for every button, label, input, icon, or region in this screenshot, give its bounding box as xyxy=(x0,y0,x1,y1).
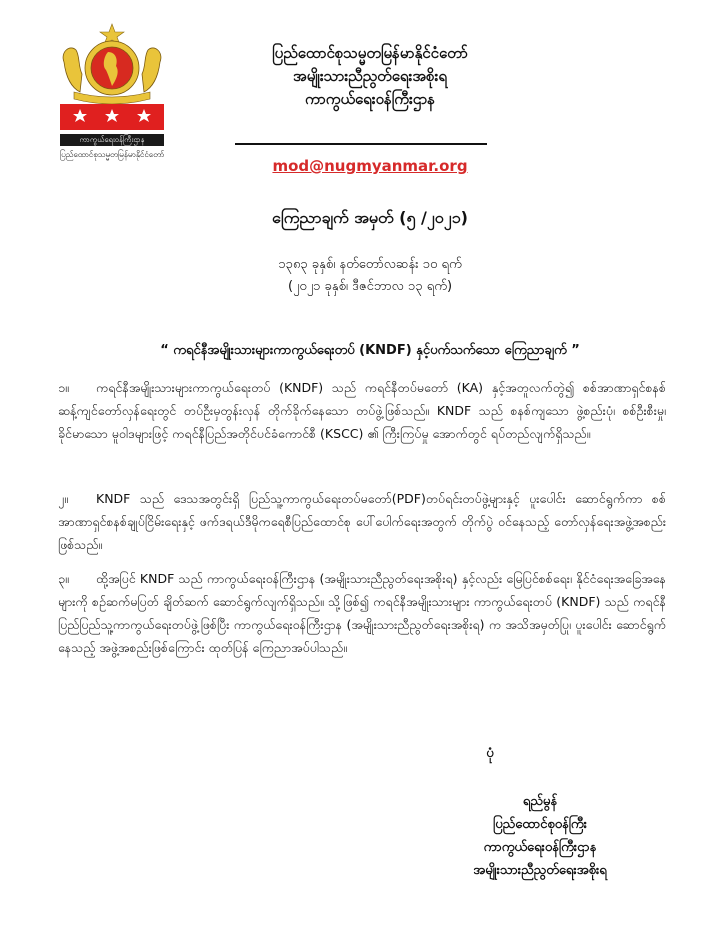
letterhead xyxy=(200,42,540,111)
emblem-black-band: ကာကွယ်ရေးဝန်ကြီးဌာန xyxy=(60,134,164,146)
paragraph-2 xyxy=(58,487,666,556)
signatory-title-3: အမျိုးသားညီညွတ်ရေးအစိုးရ xyxy=(473,863,607,878)
header-line-3: ကာကွယ်ရေးဝန်ကြီးဌာန xyxy=(304,90,436,108)
notice-number: ကြေညာချက် အမှတ် (၅ /၂၀၂၁) xyxy=(272,208,468,227)
paragraph-1 xyxy=(58,376,666,445)
signatory-title-1: ပြည်ထောင်စုဝန်ကြီး xyxy=(493,817,587,832)
header-line-2: အမျိုးသားညီညွတ်ရေးအစိုးရ xyxy=(293,67,447,85)
date-gregorian: (၂၀၂၁ ခုနှစ်၊ ဒီဇင်ဘာလ ၁၃ ရက်) xyxy=(287,279,453,294)
paragraph-number: ၂။ xyxy=(58,491,68,506)
signature-lead: ပုံ xyxy=(486,746,494,761)
emblem-caption: ပြည်ထောင်စုသမ္မတမြန်မာနိုင်ငံတော် xyxy=(59,150,165,159)
paragraph-number: ၁။ xyxy=(58,380,69,395)
signatory-name: ရည်မွန် xyxy=(522,794,558,809)
emblem-icon xyxy=(50,22,174,134)
state-emblem xyxy=(50,22,174,160)
date-myanmar: ၁၃၈၃ ခုနှစ်၊ နတ်တော်လဆန်း ၁၀ ရက် xyxy=(278,257,462,272)
paragraph-number: ၃။ xyxy=(58,571,69,586)
paragraph-3 xyxy=(58,567,666,659)
header-line-1: ပြည်ထောင်စုသမ္မတမြန်မာနိုင်ငံတော် xyxy=(272,44,468,62)
email-link[interactable]: mod@nugmyanmar.org xyxy=(272,157,468,175)
paragraph-text: ကရင်နီအမျိုးသားများကာကွယ်ရေးတပ် (KNDF) သည် ကရင်နီတပ်မတော် (KA) နှင့်အတူလက်တွဲ၍ စစ်အာဏာရှင်စနစ် ဆန့်ကျင်တော်လှန်ရေးတွင် တပ်ဦးမှတွန်းလှန် တိုက်ခိုက်နေသော တပ်ဖွဲ့ဖြစ်သည်။ KNDF သည် စနစ်ကျသော ဖွဲ့စည်းပုံ၊ စစ်ဦးစီးမှု၊ ခိုင်မာသော မူဝါဒများဖြင့် ကရင်နီပြည်အတိုင်ပင်ခံကောင်စီ (KSCC) ၏ ကြီးကြပ်မှု အောက်တွင် ရပ်တည်လျက်ရှိသည်။ xyxy=(58,380,666,441)
signatory-title-2: ကာကွယ်ရေးဝန်ကြီးဌာန xyxy=(483,840,597,855)
signature-block xyxy=(400,790,680,882)
paragraph-text: ထို့အပြင် KNDF သည် ကာကွယ်ရေးဝန်ကြီးဌာန (အမျိုးသားညီညွတ်ရေးအစိုးရ) နှင့်လည်း မြေပြင်စစ်ရေး၊ နိုင်ငံရေးအခြေအနေများကို စဉ်ဆက်မပြတ် ချိတ်ဆက် ဆောင်ရွက်လျက်ရှိသည်။ သို့ဖြစ်၍ ကရင်နီအမျိုးသားများ ကာကွယ်ရေးတပ် (KNDF) သည် ကရင်နီပြည်ပြည်သူ့ကာကွယ်ရေးတပ်ဖွဲ့ဖြစ်ပြီး ကာကွယ်ရေးဝန်ကြီးဌာန (အမျိုးသားညီညွတ်ရေးအစိုးရ) က အသိအမှတ်ပြု၊ ပူးပေါင်း ဆောင်ရွက်နေသည့် အဖွဲ့အစည်းဖြစ်ကြောင်း ထုတ်ပြန် ကြေညာအပ်ပါသည်။ xyxy=(58,571,666,655)
paragraph-text: KNDF သည် ဒေသအတွင်းရှိ ပြည်သူ့ကာကွယ်ရေးတပ်မတော်(PDF)တပ်ရင်းတပ်ဖွဲ့များနှင့် ပူးပေါင်း ဆောင်ရွက်ကာ စစ်အာဏာရှင်စနစ်ချုပ်ငြိမ်းရေးနှင့် ဖက်ဒရယ်ဒီမိုကရေစီပြည်ထောင်စု ပေါ်ပေါက်ရေးအတွက် တိုက်ပွဲ ဝင်နေသည့် တော်လှန်ရေးအဖွဲ့အစည်းဖြစ်သည်။ xyxy=(58,491,666,552)
subject-heading: “ ကရင်နီအမျိုးသားများကာကွယ်ရေးတပ် (KNDF) နှင့်ပက်သက်သော ကြေညာချက် ” xyxy=(160,343,580,358)
header-divider xyxy=(235,143,487,145)
